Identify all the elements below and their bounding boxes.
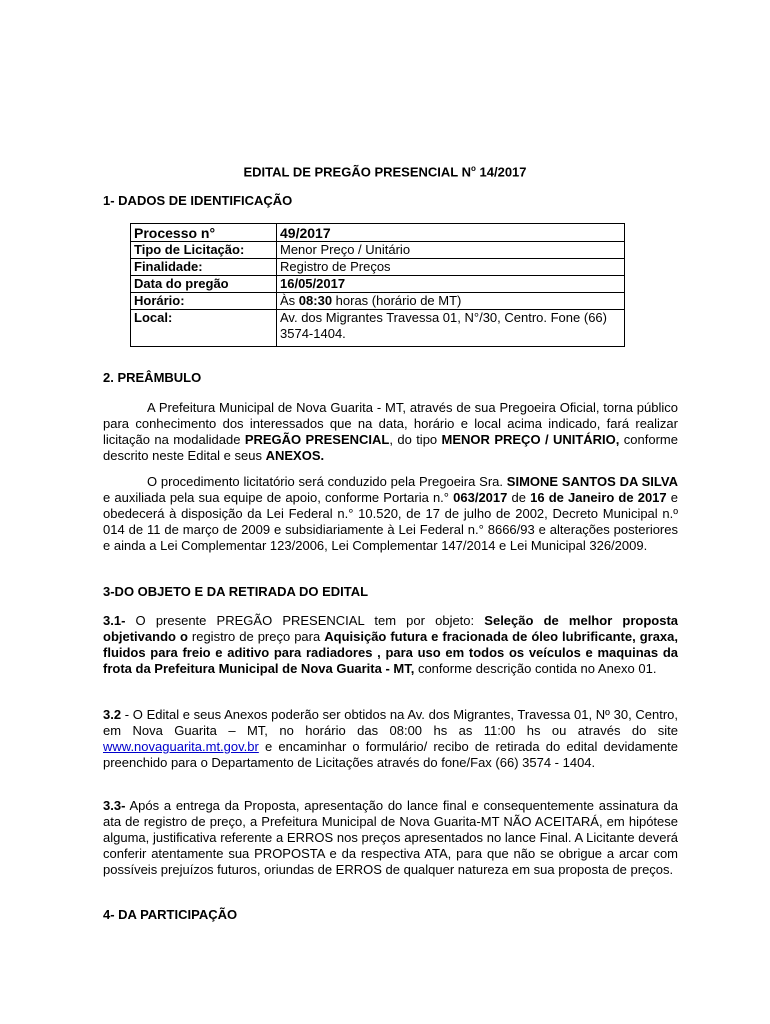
document-title — [0, 164, 770, 179]
time-suffix: horas (horário de MT) — [332, 293, 462, 308]
preamble-paragraph-2 — [103, 474, 678, 554]
table-label: Processo n° — [131, 224, 277, 242]
title-text: EDITAL DE PREGÃO PRESENCIAL N — [243, 164, 472, 180]
table-label: Local: — [131, 310, 277, 347]
bold-text: 063/2017 — [453, 490, 508, 505]
table-value: Menor Preço / Unitário — [277, 242, 625, 259]
text: e obedecerá à disposição da Lei Federal n.° 10.520, de 17 de julho de 2002, Decreto Municipal n.º 014 de 11 de março de 2009 e subsidiariamente à Lei Federal n.° 8666/93 e alterações posteriores e ainda a Lei Complementar 123/2006, Lei Complementar 147/2014 e Lei Municipal 326/2009. — [103, 490, 679, 553]
title-superscript: o — [471, 164, 476, 173]
identification-table — [130, 223, 625, 347]
text: e encaminhar o formulário/ recibo de retirada do edital devidamente preenchido para o Departamento de Licitações através do fone/Fax (66) 3574 - 1404. — [103, 739, 678, 770]
text: de — [507, 490, 531, 505]
text: A Prefeitura Municipal de Nova Guarita - MT, através de sua Pregoeira Oficial, torna público para conhecimento dos interessados que na data, horário e local acima indicado, fará realizar licitação na modalidade — [103, 400, 678, 447]
text: conforme descrito neste Edital e seus — [103, 432, 678, 463]
bold-text: SIMONE SANTOS DA SILVA — [506, 474, 678, 489]
table-label: Tipo de Licitação: — [131, 242, 277, 259]
table-row — [131, 276, 625, 293]
text: , do tipo — [389, 432, 442, 447]
bold-text: Aquisição futura e fracionada de óleo lubrificante, graxa, fluidos para freio e aditivo para radiadores , para uso em todos os veículos e maquinas da frota da Prefeitura Municipal de Nova Guarita - MT, — [103, 629, 679, 676]
table-row — [131, 310, 625, 347]
time-prefix: Às — [280, 293, 299, 308]
bold-text: PREGÃO PRESENCIAL — [244, 432, 390, 447]
table-value: Registro de Preços — [277, 259, 625, 276]
text: registro de preço para — [187, 629, 325, 644]
section-2-heading: 2. PREÂMBULO — [103, 370, 202, 385]
paragraph-3-1 — [103, 613, 678, 677]
text: O procedimento licitatório será conduzido pela Pregoeira Sra. — [147, 474, 507, 489]
paragraph-3-3 — [103, 798, 678, 878]
website-link[interactable]: www.novaguarita.mt.gov.br — [103, 739, 259, 754]
table-row — [131, 259, 625, 276]
table-value — [277, 293, 625, 310]
text: Após a entrega da Proposta, apresentação do lance final e consequentemente assinatura da ata de registro de preço, a Prefeitura Municipal de Nova Guarita-MT NÃO ACEITARÁ, em hipótese alguma, justificativa referente a ERROS nos preços apresentados no lance Final. A Licitante deverá conferir atentamente sua PROPOSTA e da respectiva ATA, para que não se obrigue a arcar com possíveis prejuízos futuros, oriundas de ERROS de qualquer natureza em sua proposta de preços. — [103, 798, 678, 877]
text: e auxiliada pela sua equipe de apoio, conforme Portaria n.° — [103, 490, 454, 505]
table-row — [131, 242, 625, 259]
table-label: Finalidade: — [131, 259, 277, 276]
section-4-heading: 4- DA PARTICIPAÇÃO — [103, 907, 238, 922]
bold-text: MENOR PREÇO / UNITÁRIO, — [441, 432, 620, 447]
time-value: 08:30 — [298, 293, 333, 308]
bold-text: Seleção de melhor proposta objetivando o — [103, 613, 679, 644]
table-value: Av. dos Migrantes Travessa 01, N°/30, Centro. Fone (66) 3574-1404. — [277, 310, 625, 347]
table-label: Data do pregão — [131, 276, 277, 293]
bold-text: ANEXOS. — [265, 448, 325, 463]
table-row — [131, 224, 625, 242]
table-label: Horário: — [131, 293, 277, 310]
text: O presente PREGÃO PRESENCIAL tem por objeto: — [125, 613, 485, 628]
bold-text: 16 de Janeiro de 2017 — [530, 490, 667, 505]
section-1-heading: 1- DADOS DE IDENTIFICAÇÃO — [103, 193, 293, 208]
item-number: 3.2 — [103, 707, 122, 722]
preamble-paragraph-1 — [103, 400, 678, 464]
table-row — [131, 293, 625, 310]
paragraph-3-2 — [103, 707, 678, 771]
text: conforme descrição contida no Anexo 01. — [414, 661, 657, 676]
text: - O Edital e seus Anexos poderão ser obtidos na Av. dos Migrantes, Travessa 01, Nº 30, Centro, em Nova Guarita – MT, no horário das 08:00 hs as 11:00 hs ou através do site — [103, 707, 678, 738]
table-value: 49/2017 — [277, 224, 625, 242]
item-number: 3.1- — [103, 613, 126, 628]
table-value: 16/05/2017 — [277, 276, 625, 293]
title-number: 14/2017 — [475, 164, 527, 180]
item-number: 3.3- — [103, 798, 126, 813]
section-3-heading: 3-DO OBJETO E DA RETIRADA DO EDITAL — [103, 584, 369, 599]
